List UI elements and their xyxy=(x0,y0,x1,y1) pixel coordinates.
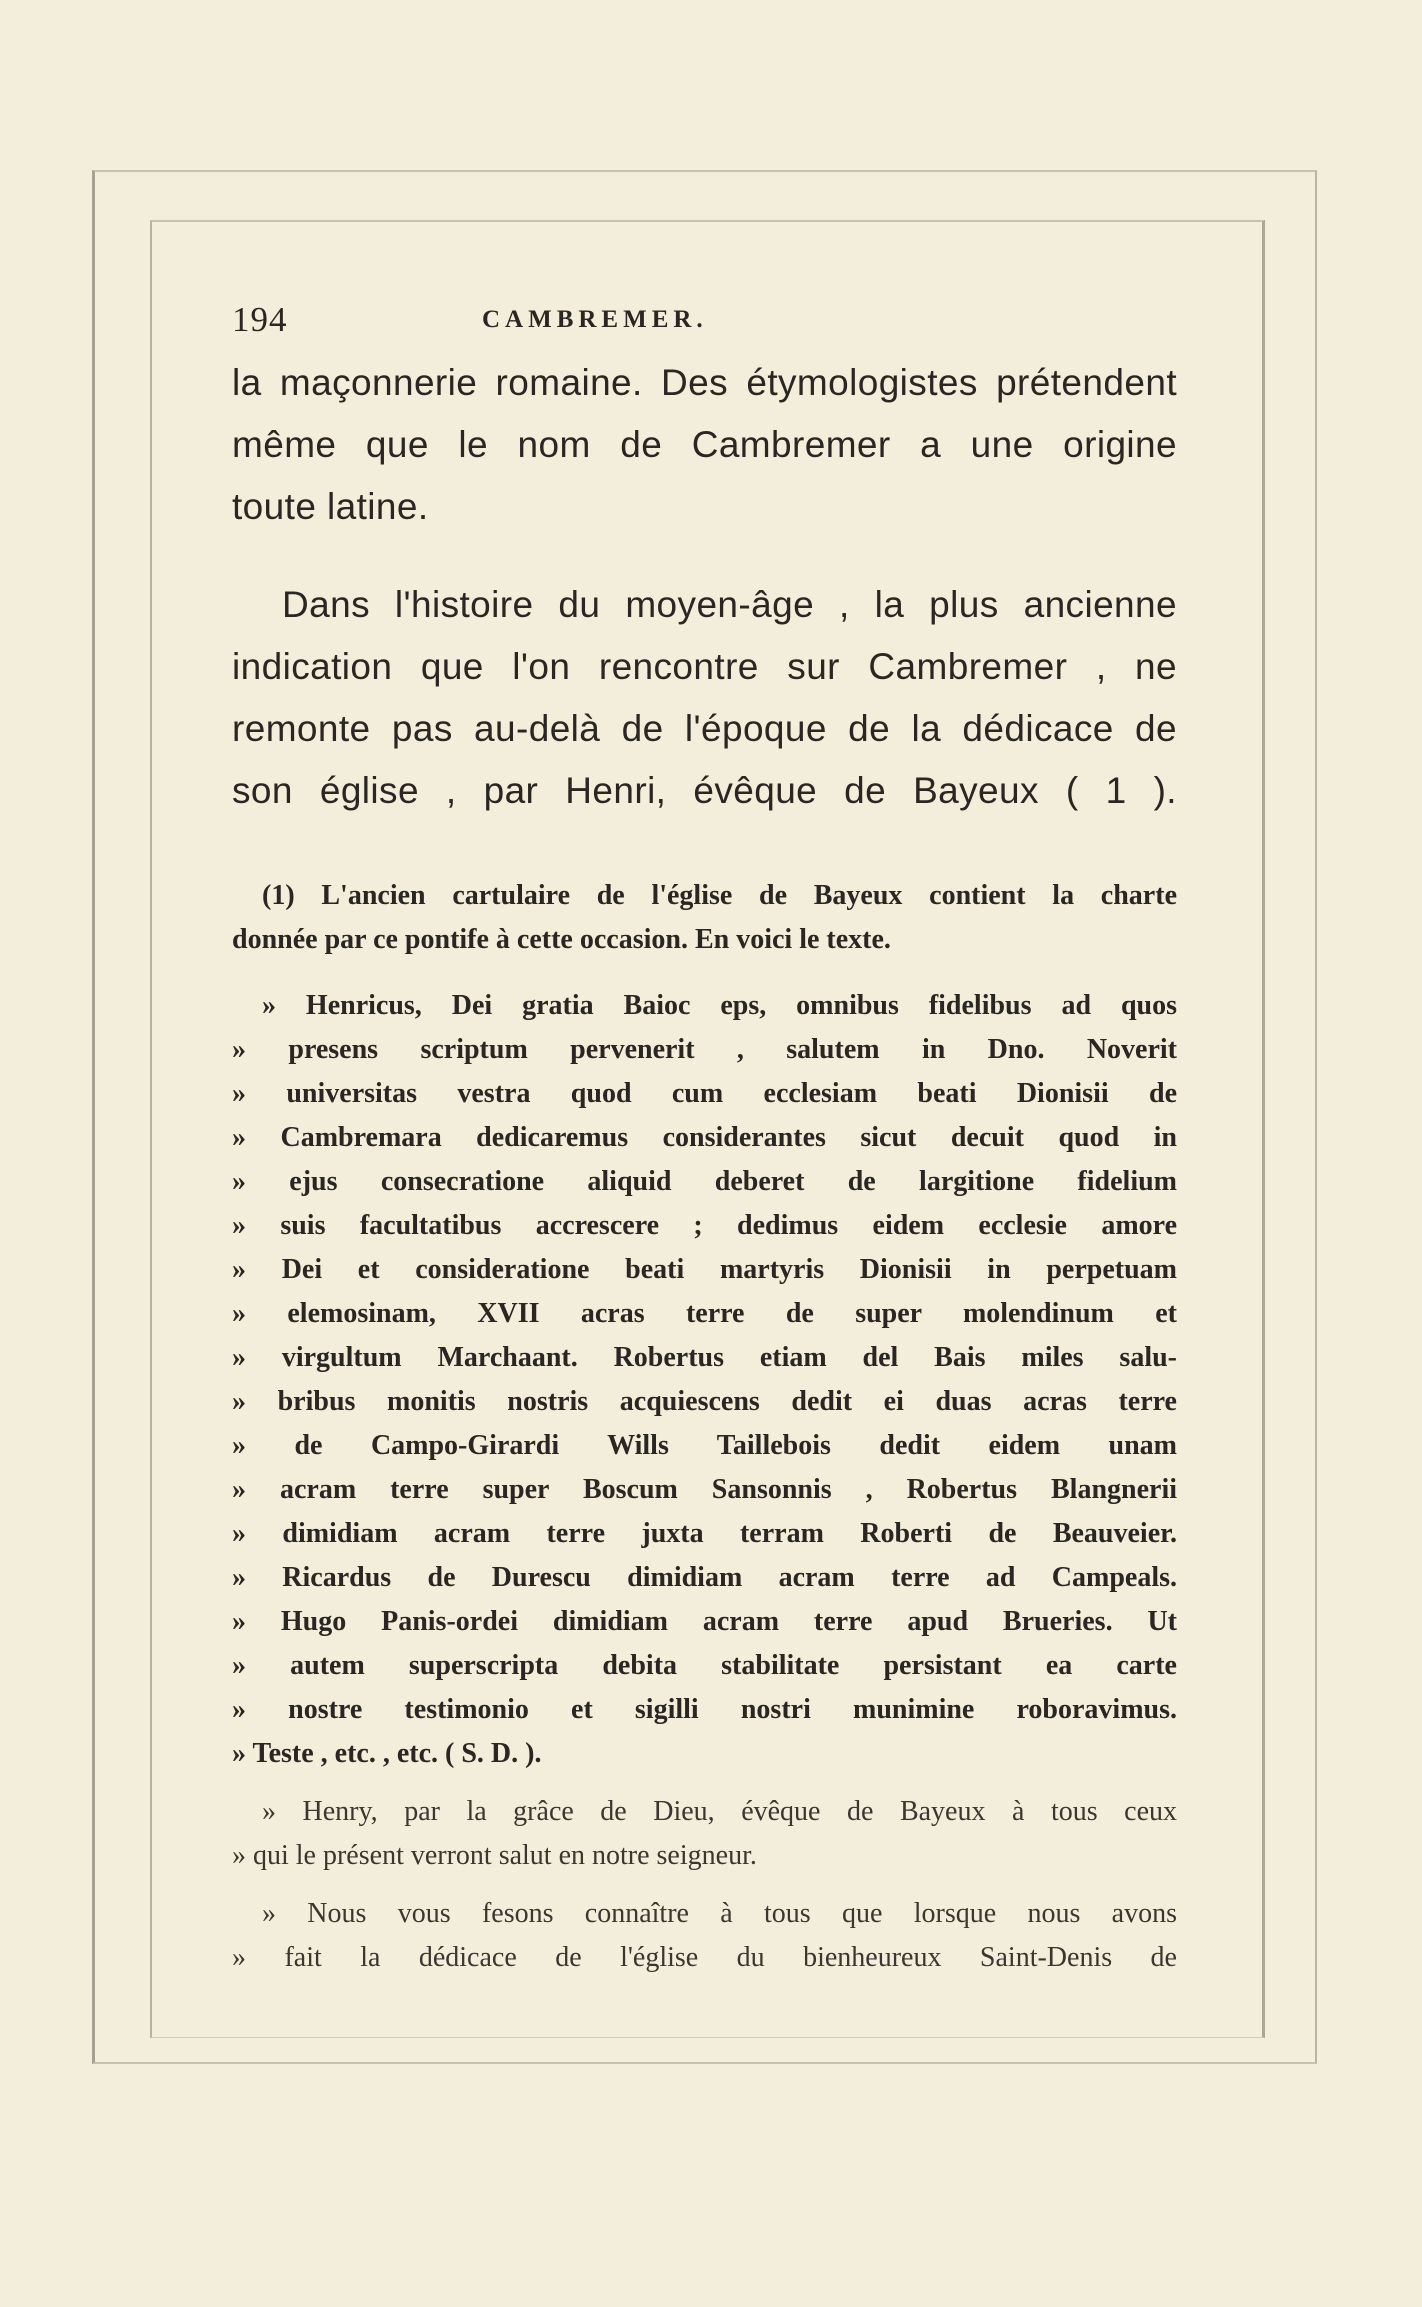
charter-line: » universitas vestra quod cum ecclesiam beati Dionisii de xyxy=(232,1078,1177,1109)
charter-line: » dimidiam acram terre juxta terram Roberti de Beauveier. xyxy=(232,1518,1177,1549)
translation-line: » qui le présent verront salut en notre seigneur. xyxy=(232,1840,757,1871)
charter-line: » de Campo-Girardi Wills Taillebois dedit eidem unam xyxy=(232,1430,1177,1461)
charter-line: » elemosinam, XVII acras terre de super molendinum et xyxy=(232,1298,1177,1329)
page-content xyxy=(232,300,1177,1980)
text-line: remonte pas au-delà de l'époque de la dédicace de xyxy=(232,708,1177,749)
footnote xyxy=(232,874,1177,962)
charter-line: » Cambremara dedicaremus considerantes sicut decuit quod in xyxy=(232,1122,1177,1153)
text-line: Dans l'histoire du moyen-âge , la plus ancienne xyxy=(282,584,1177,625)
footnote-line: donnée par ce pontife à cette occasion. En voici le texte. xyxy=(232,924,891,955)
charter-line: » suis facultatibus accrescere ; dedimus eidem ecclesie amore xyxy=(232,1210,1177,1241)
text-line: même que le nom de Cambremer a une origine xyxy=(232,424,1177,465)
charter-line: » bribus monitis nostris acquiescens dedit ei duas acras terre xyxy=(232,1386,1177,1417)
paragraph-2 xyxy=(232,574,1177,822)
translation-line: » fait la dédicace de l'église du bienheureux Saint-Denis de xyxy=(232,1942,1177,1973)
charter-line: » Dei et consideratione beati martyris Dionisii in perpetuam xyxy=(232,1254,1177,1285)
charter-line: » virgultum Marchaant. Robertus etiam del Bais miles salu- xyxy=(232,1342,1177,1373)
running-title: CAMBREMER. xyxy=(482,306,708,333)
charter-line: » nostre testimonio et sigilli nostri munimine roboravimus. xyxy=(232,1694,1177,1725)
text-line: toute latine. xyxy=(232,486,429,527)
translation-paragraph-1 xyxy=(232,1790,1177,1878)
charter-line: » ejus consecratione aliquid deberet de largitione fidelium xyxy=(232,1166,1177,1197)
charter-latin xyxy=(232,984,1177,1776)
charter-line: » presens scriptum pervenerit , salutem in Dno. Noverit xyxy=(232,1034,1177,1065)
charter-line: » acram terre super Boscum Sansonnis , Robertus Blangnerii xyxy=(232,1474,1177,1505)
charter-line: » Teste , etc. , etc. ( S. D. ). xyxy=(232,1738,542,1769)
text-line: la maçonnerie romaine. Des étymologistes prétendent xyxy=(232,362,1177,403)
paragraph-1 xyxy=(232,352,1177,538)
translation-paragraph-2 xyxy=(232,1892,1177,1980)
translation-line: » Nous vous fesons connaître à tous que lorsque nous avons xyxy=(262,1898,1177,1929)
charter-line: » Ricardus de Durescu dimidiam acram terre ad Campeals. xyxy=(232,1562,1177,1593)
charter-line: » Henricus, Dei gratia Baioc eps, omnibus fidelibus ad quos xyxy=(262,990,1177,1021)
footnote-line: (1) L'ancien cartulaire de l'église de Bayeux contient la charte xyxy=(262,880,1177,911)
translation-line: » Henry, par la grâce de Dieu, évêque de Bayeux à tous ceux xyxy=(262,1796,1177,1827)
charter-line: » Hugo Panis-ordei dimidiam acram terre apud Brueries. Ut xyxy=(232,1606,1177,1637)
page-number: 194 xyxy=(232,300,288,339)
running-head xyxy=(232,300,1177,352)
charter-line: » autem superscripta debita stabilitate persistant ea carte xyxy=(232,1650,1177,1681)
text-line: indication que l'on rencontre sur Cambremer , ne xyxy=(232,646,1177,687)
main-text xyxy=(232,352,1177,822)
text-line: son église , par Henri, évêque de Bayeux ( 1 ). xyxy=(232,770,1177,811)
